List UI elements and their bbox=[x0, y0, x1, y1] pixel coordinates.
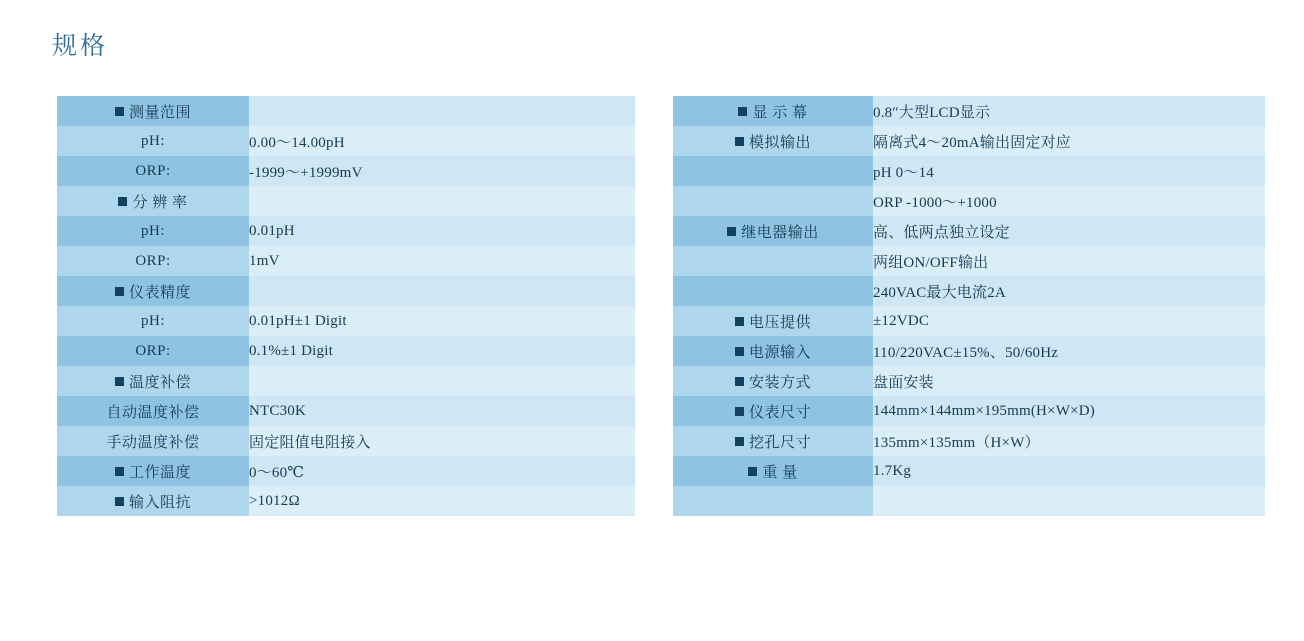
bullet-square-icon bbox=[727, 227, 736, 236]
spec-value-cell: 固定阻值电阻接入 bbox=[249, 426, 635, 456]
spec-label-text: 工作温度 bbox=[128, 464, 191, 481]
spec-value-cell: 240VAC最大电流2A bbox=[873, 276, 1265, 306]
spec-label-text: 电源输入 bbox=[748, 344, 811, 361]
table-row bbox=[57, 486, 635, 516]
spec-value-cell: ORP -1000～+1000 bbox=[873, 186, 1265, 216]
spec-label-text: ORP: bbox=[135, 162, 171, 179]
table-row bbox=[673, 156, 1265, 186]
spec-label-cell bbox=[57, 456, 249, 486]
spec-label-cell bbox=[673, 126, 873, 156]
spec-value-cell: 隔离式4～20mA输出固定对应 bbox=[873, 126, 1265, 156]
spec-label-text: 显 示 幕 bbox=[752, 104, 808, 121]
table-row bbox=[57, 366, 635, 396]
spec-label-text: 安装方式 bbox=[748, 374, 811, 391]
spec-label-cell bbox=[57, 126, 249, 156]
table-row bbox=[673, 216, 1265, 246]
spec-label-cell bbox=[673, 366, 873, 396]
spec-value-cell bbox=[249, 366, 635, 396]
spec-tables bbox=[0, 96, 1304, 516]
table-row bbox=[673, 336, 1265, 366]
bullet-square-icon bbox=[735, 347, 744, 356]
table-row bbox=[57, 126, 635, 156]
table-row bbox=[673, 456, 1265, 486]
spec-value-cell: 0.1%±1 Digit bbox=[249, 336, 635, 366]
spec-label-text: pH: bbox=[141, 132, 165, 149]
spec-label-cell bbox=[57, 276, 249, 306]
spec-value-cell: 0.8″大型LCD显示 bbox=[873, 96, 1265, 126]
spec-label-cell bbox=[673, 306, 873, 336]
table-row bbox=[673, 126, 1265, 156]
spec-value-cell: 110/220VAC±15%、50/60Hz bbox=[873, 336, 1265, 366]
spec-label-text: 模拟输出 bbox=[748, 134, 811, 151]
spec-label-cell bbox=[673, 486, 873, 516]
spec-label-text: 自动温度补偿 bbox=[106, 404, 200, 421]
spec-label-text: 挖孔尺寸 bbox=[748, 434, 811, 451]
spec-label-cell bbox=[57, 246, 249, 276]
spec-label-cell bbox=[57, 426, 249, 456]
spec-label-cell bbox=[673, 216, 873, 246]
spec-label-text: 继电器输出 bbox=[741, 224, 819, 241]
spec-label-cell bbox=[673, 336, 873, 366]
table-row bbox=[673, 246, 1265, 276]
bullet-square-icon bbox=[735, 317, 744, 326]
table-row bbox=[673, 426, 1265, 456]
bullet-square-icon bbox=[748, 467, 757, 476]
spec-value-cell: 1.7Kg bbox=[873, 456, 1265, 486]
bullet-square-icon bbox=[735, 407, 744, 416]
spec-label-text: 电压提供 bbox=[748, 314, 811, 331]
bullet-square-icon bbox=[115, 287, 124, 296]
spec-value-cell: 0～60℃ bbox=[249, 456, 635, 486]
table-row bbox=[57, 396, 635, 426]
spec-label-cell bbox=[673, 246, 873, 276]
table-row bbox=[57, 276, 635, 306]
spec-label-text: 分 辨 率 bbox=[132, 194, 188, 211]
spec-label-cell bbox=[673, 186, 873, 216]
spec-value-cell bbox=[249, 186, 635, 216]
table-row bbox=[57, 96, 635, 126]
spec-label-text: 输入阻抗 bbox=[128, 494, 191, 511]
spec-label-text: ORP: bbox=[135, 342, 171, 359]
table-row bbox=[57, 186, 635, 216]
spec-value-cell: pH 0～14 bbox=[873, 156, 1265, 186]
bullet-square-icon bbox=[115, 467, 124, 476]
spec-value-cell: ±12VDC bbox=[873, 306, 1265, 336]
spec-value-cell bbox=[249, 96, 635, 126]
spec-label-cell bbox=[57, 336, 249, 366]
spec-value-cell: NTC30K bbox=[249, 396, 635, 426]
table-row bbox=[673, 186, 1265, 216]
table-row bbox=[57, 336, 635, 366]
bullet-square-icon bbox=[735, 137, 744, 146]
spec-value-cell: 135mm×135mm（H×W） bbox=[873, 426, 1265, 456]
table-row bbox=[673, 486, 1265, 516]
table-row bbox=[673, 396, 1265, 426]
table-row bbox=[57, 216, 635, 246]
bullet-square-icon bbox=[115, 377, 124, 386]
spec-label-cell bbox=[57, 396, 249, 426]
spec-value-cell bbox=[873, 486, 1265, 516]
spec-value-cell: 0.01pH±1 Digit bbox=[249, 306, 635, 336]
spec-label-text: ORP: bbox=[135, 252, 171, 269]
spec-table-right bbox=[673, 96, 1265, 516]
spec-label-text: 仪表精度 bbox=[128, 284, 191, 301]
table-row bbox=[57, 306, 635, 336]
spec-label-cell bbox=[57, 486, 249, 516]
spec-value-cell: 144mm×144mm×195mm(H×W×D) bbox=[873, 396, 1265, 426]
bullet-square-icon bbox=[115, 497, 124, 506]
spec-label-cell bbox=[673, 456, 873, 486]
spec-label-text: 测量范围 bbox=[128, 104, 191, 121]
spec-table-left bbox=[57, 96, 635, 516]
bullet-square-icon bbox=[738, 107, 747, 116]
spec-value-cell bbox=[249, 276, 635, 306]
spec-label-cell bbox=[57, 216, 249, 246]
table-row bbox=[673, 96, 1265, 126]
bullet-square-icon bbox=[118, 197, 127, 206]
table-row bbox=[57, 156, 635, 186]
spec-label-cell bbox=[57, 96, 249, 126]
spec-label-text: 温度补偿 bbox=[128, 374, 191, 391]
spec-value-cell: -1999～+1999mV bbox=[249, 156, 635, 186]
spec-label-text: 仪表尺寸 bbox=[748, 404, 811, 421]
spec-value-cell: 盘面安装 bbox=[873, 366, 1265, 396]
spec-label-cell bbox=[673, 426, 873, 456]
spec-label-text: pH: bbox=[141, 312, 165, 329]
spec-value-cell: 0.01pH bbox=[249, 216, 635, 246]
spec-label-cell bbox=[57, 306, 249, 336]
spec-label-cell bbox=[673, 156, 873, 186]
bullet-square-icon bbox=[735, 437, 744, 446]
table-row bbox=[57, 246, 635, 276]
bullet-square-icon bbox=[115, 107, 124, 116]
table-row bbox=[673, 306, 1265, 336]
spec-label-cell bbox=[673, 276, 873, 306]
table-row bbox=[673, 366, 1265, 396]
spec-label-text: pH: bbox=[141, 222, 165, 239]
spec-label-cell bbox=[57, 366, 249, 396]
spec-label-text: 手动温度补偿 bbox=[106, 434, 200, 451]
bullet-square-icon bbox=[735, 377, 744, 386]
spec-value-cell: 0.00～14.00pH bbox=[249, 126, 635, 156]
spec-value-cell: 1mV bbox=[249, 246, 635, 276]
spec-table-right-wrap bbox=[673, 96, 1265, 516]
spec-value-cell: 高、低两点独立设定 bbox=[873, 216, 1265, 246]
table-row bbox=[57, 456, 635, 486]
spec-label-cell bbox=[57, 186, 249, 216]
spec-label-cell bbox=[673, 396, 873, 426]
spec-value-cell: >1012Ω bbox=[249, 486, 635, 516]
spec-value-cell: 两组ON/OFF输出 bbox=[873, 246, 1265, 276]
table-row bbox=[57, 426, 635, 456]
spec-table-left-wrap bbox=[57, 96, 635, 516]
table-row bbox=[673, 276, 1265, 306]
spec-label-cell bbox=[673, 96, 873, 126]
spec-label-cell bbox=[57, 156, 249, 186]
page-title: 规格 bbox=[52, 33, 109, 60]
spec-label-text: 重 量 bbox=[762, 464, 798, 481]
